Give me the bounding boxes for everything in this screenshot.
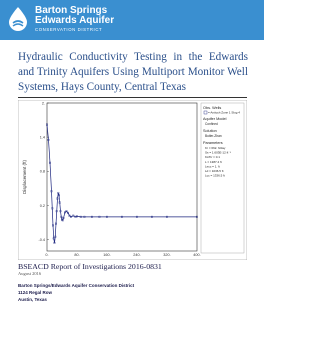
legend-param: L = 1387.4 ft bbox=[205, 159, 222, 164]
y-tick-label: 0.8 bbox=[39, 169, 45, 174]
x-tick-label: 320. bbox=[163, 253, 171, 257]
legend-solution-label: Solution bbox=[203, 129, 217, 133]
legend-param: Ss = 1.603E-12 ft⁻¹ bbox=[205, 150, 231, 155]
address-city: Austin, Texas bbox=[18, 297, 47, 302]
legend-param: Lecc = 1. ft bbox=[205, 164, 220, 169]
org-name-line3: CONSERVATION DISTRICT bbox=[35, 27, 103, 32]
legend-obs-well-item: = Antioch Zone 1 Slug 4 bbox=[208, 110, 240, 115]
legend-aquifer-model: Confined bbox=[205, 122, 218, 126]
x-tick-label: 80. bbox=[74, 253, 80, 257]
x-tick-label: 160. bbox=[103, 253, 111, 257]
aquifer-test-figure bbox=[18, 100, 247, 260]
title-divider bbox=[18, 97, 247, 98]
legend-aquifer-model-label: Aquifer Model bbox=[203, 117, 227, 121]
y-tick-label: 2. bbox=[41, 101, 45, 106]
x-tick-label: 400. bbox=[193, 253, 201, 257]
figure-legend bbox=[201, 103, 244, 253]
address-street: 1124 Regal Row bbox=[18, 290, 53, 295]
y-tick-label: 1.4 bbox=[39, 135, 45, 140]
report-date: August 2016 bbox=[18, 271, 42, 276]
legend-obs-wells-label: Obs. Wells bbox=[203, 106, 222, 110]
y-axis-label: Displacement (ft) bbox=[22, 159, 27, 195]
org-name-line2: Edwards Aquifer bbox=[35, 15, 115, 26]
legend-param: Ld = 1036.5 ft bbox=[205, 169, 224, 173]
legend-param: Kz/Kr = 0.1 bbox=[205, 155, 220, 160]
address-org: Barton Springs/Edwards Aquifer Conservation District bbox=[18, 283, 135, 288]
plot-area bbox=[47, 103, 197, 251]
legend-solution: Butler-Zhan bbox=[205, 134, 222, 138]
legend-param: Kr = 662. ft/day bbox=[205, 146, 226, 150]
legend-param: Lcc = 1336.5 ft bbox=[205, 173, 225, 178]
y-tick-label: -0.4 bbox=[38, 237, 45, 242]
x-tick-label: 0. bbox=[45, 253, 49, 257]
document-title: Hydraulic Conductivity Testing in the Edwards and Trinity Aquifers Using Multiport Monitor Well Systems, Hays County, Central Texas bbox=[18, 51, 248, 93]
y-tick-label: 0.2 bbox=[39, 203, 45, 208]
x-tick-label: 240. bbox=[133, 253, 141, 257]
org-name-line1: Barton Springs bbox=[35, 5, 108, 16]
legend-parameters-label: Parameters bbox=[203, 141, 223, 145]
report-title: BSEACD Report of Investigations 2016-0831 bbox=[18, 262, 162, 271]
water-drop-icon bbox=[5, 5, 31, 31]
header-banner bbox=[0, 0, 264, 40]
